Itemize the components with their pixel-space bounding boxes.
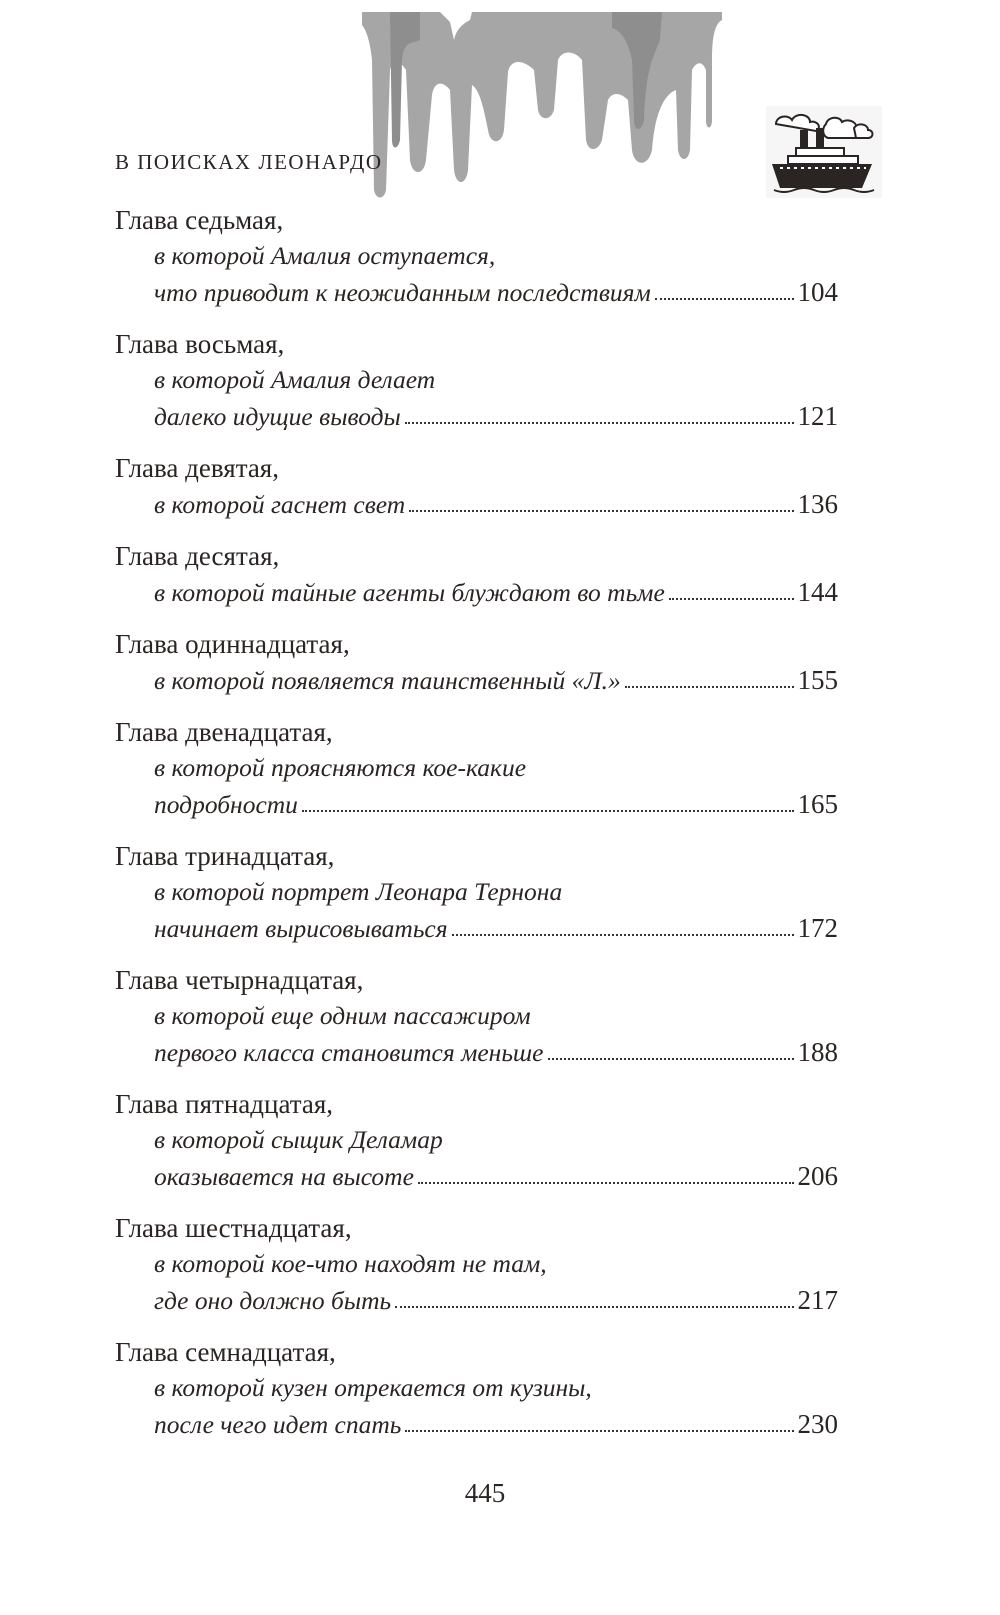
page-number: 445: [464, 1478, 506, 1508]
chapter-title: Глава десятая,: [115, 541, 280, 571]
chapter-subtitle-text: в которой тайные агенты блуждают во тьме: [154, 578, 665, 607]
chapter-page-number[interactable]: 136: [797, 489, 838, 519]
chapter-title: Глава девятая,: [115, 453, 279, 483]
chapter-page-number[interactable]: 155: [797, 665, 838, 695]
dot-leader: [548, 1058, 794, 1060]
running-head: В ПОИСКАХ ЛЕОНАРДО: [115, 150, 383, 174]
chapter-title: Глава пятнадцатая,: [115, 1089, 334, 1119]
chapter-page-number[interactable]: 104: [797, 277, 838, 307]
toc-entry[interactable]: [115, 626, 838, 698]
chapter-subtitle-last-line: [115, 274, 838, 310]
chapter-subtitle-last-line: [115, 910, 838, 946]
chapter-subtitle-last-line: [115, 662, 838, 698]
chapter-title: Глава восьмая,: [115, 329, 285, 359]
chapter-subtitle-line: в которой сыщик Деламар: [154, 1125, 443, 1154]
dot-leader: [302, 810, 794, 812]
chapter-title: Глава четырнадцатая,: [115, 965, 364, 995]
table-of-contents: [115, 202, 838, 1458]
chapter-subtitle-line: в которой портрет Леонара Тернона: [154, 877, 563, 906]
chapter-subtitle-text: где оно должно быть: [154, 1286, 392, 1315]
chapter-subtitle-text: что приводит к неожиданным последствиям: [154, 278, 651, 307]
chapter-title: Глава шестнадцатая,: [115, 1213, 352, 1243]
chapter-subtitle-line: в которой кузен отрекается от кузины,: [154, 1373, 592, 1402]
dot-leader: [669, 598, 794, 600]
chapter-page-number[interactable]: 172: [797, 913, 838, 943]
chapter-subtitle-text: после чего идет спать: [154, 1410, 402, 1439]
chapter-subtitle-text: подробности: [154, 790, 298, 819]
toc-entry[interactable]: [115, 962, 838, 1070]
chapter-page-number[interactable]: 144: [797, 577, 838, 607]
chapter-subtitle-line: в которой еще одним пассажиром: [154, 1001, 531, 1030]
chapter-subtitle-text: первого класса становится меньше: [154, 1038, 544, 1067]
chapter-subtitle-last-line: [115, 398, 838, 434]
chapter-subtitle-last-line: [115, 1282, 838, 1318]
chapter-subtitle-last-line: [115, 786, 838, 822]
chapter-page-number[interactable]: 188: [797, 1037, 838, 1067]
toc-entry[interactable]: [115, 326, 838, 434]
dot-leader: [452, 934, 794, 936]
toc-entry[interactable]: [115, 202, 838, 310]
chapter-title: Глава двенадцатая,: [115, 717, 333, 747]
toc-entry[interactable]: [115, 538, 838, 610]
chapter-subtitle-last-line: [115, 1406, 838, 1442]
chapter-subtitle-text: далеко идущие выводы: [154, 402, 401, 431]
dot-leader: [655, 298, 794, 300]
chapter-subtitle-last-line: [115, 1034, 838, 1070]
toc-entry[interactable]: [115, 1210, 838, 1318]
toc-entry[interactable]: [115, 714, 838, 822]
chapter-page-number[interactable]: 165: [797, 789, 838, 819]
dot-leader: [405, 1430, 793, 1432]
toc-entry[interactable]: [115, 450, 838, 522]
dot-leader: [625, 686, 794, 688]
dot-leader: [409, 510, 793, 512]
chapter-subtitle-text: начинает вырисовываться: [154, 914, 448, 943]
chapter-page-number[interactable]: 206: [797, 1161, 838, 1191]
chapter-subtitle-text: в которой появляется таинственный «Л.»: [154, 666, 621, 695]
chapter-page-number[interactable]: 217: [797, 1285, 838, 1315]
chapter-title: Глава тринадцатая,: [115, 841, 335, 871]
toc-entry[interactable]: [115, 1086, 838, 1194]
chapter-subtitle-text: в которой гаснет свет: [154, 490, 406, 519]
chapter-subtitle-line: в которой Амалия оступается,: [154, 241, 496, 270]
paint-drips-illustration: [362, 0, 742, 205]
chapter-subtitle-last-line: [115, 1158, 838, 1194]
chapter-subtitle-last-line: [115, 574, 838, 610]
toc-entry[interactable]: [115, 1334, 838, 1442]
dot-leader: [418, 1182, 794, 1184]
chapter-page-number[interactable]: 230: [797, 1409, 838, 1439]
chapter-title: Глава седьмая,: [115, 205, 284, 235]
chapter-subtitle-line: в которой проясняются кое-какие: [154, 753, 527, 782]
steamship-icon: [766, 106, 882, 198]
dot-leader: [395, 1306, 793, 1308]
chapter-subtitle-text: оказывается на высоте: [154, 1162, 414, 1191]
chapter-subtitle-last-line: [115, 486, 838, 522]
dot-leader: [405, 422, 794, 424]
toc-entry[interactable]: [115, 838, 838, 946]
chapter-subtitle-line: в которой Амалия делает: [154, 365, 436, 394]
chapter-title: Глава одиннадцатая,: [115, 629, 350, 659]
chapter-subtitle-line: в которой кое-что находят не там,: [154, 1249, 547, 1278]
chapter-page-number[interactable]: 121: [797, 401, 838, 431]
chapter-title: Глава семнадцатая,: [115, 1337, 336, 1367]
